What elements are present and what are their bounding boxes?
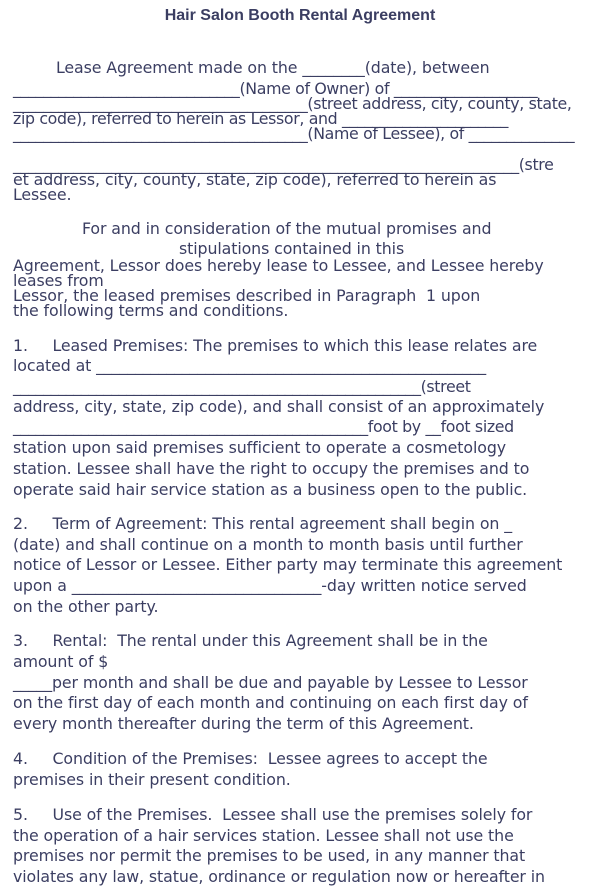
text-line: 5. Use of the Premises. Lessee shall use the premises solely for	[13, 805, 533, 824]
text-line: operate said hair service station as a business open to the public.	[13, 480, 528, 499]
text-line: zip code), referred to herein as Lessor, and ______________________	[13, 109, 509, 128]
text-line: station upon said premises sufficient to operate a cosmetology	[13, 438, 506, 457]
text-line: on the other party.	[13, 597, 159, 616]
text-line: et address, city, county, state, zip code), referred to herein as	[13, 170, 497, 189]
text-line: ______________________________________________________(street	[13, 377, 471, 396]
text-line: address, city, state, zip code), and shall consist of an approximately	[13, 397, 545, 416]
text-line: every month thereafter during the term of this Agreement.	[13, 714, 474, 733]
text-line: amount of $	[13, 652, 109, 671]
text-line: upon a ________________________________-day written notice served	[13, 576, 527, 595]
text-line: leases from	[13, 271, 104, 290]
text-line: violates any law, statue, ordinance or regulation now or hereafter in	[13, 867, 545, 886]
text-line: 1. Leased Premises: The premises to which this lease relates are	[13, 336, 538, 355]
text-line: the following terms and conditions.	[13, 301, 289, 320]
text-line: _____per month and shall be due and payable by Lessee to Lessor	[13, 673, 528, 692]
text-line: notice of Lessor or Lessee. Either party may terminate this agreement	[13, 555, 563, 574]
text-line: the operation of a hair services station. Lessee shall not use the	[13, 826, 514, 845]
text-line: station. Lessee shall have the right to occupy the premises and to	[13, 459, 530, 478]
text-line: premises nor permit the premises to be used, in any manner that	[13, 846, 526, 865]
text-line: 3. Rental: The rental under this Agreement shall be in the	[13, 631, 488, 650]
text-line: _______________________________________________foot by __foot sized	[13, 417, 514, 436]
text-line: Lease Agreement made on the ________(date), between	[56, 58, 490, 77]
text-line: _______________________________________(Name of Lessee), of ______________	[13, 124, 575, 143]
text-line: stipulations contained in this	[179, 239, 405, 258]
text-line: 2. Term of Agreement: This rental agreement shall begin on _	[13, 514, 513, 533]
document-title: Hair Salon Booth Rental Agreement	[164, 7, 436, 24]
text-line: 4. Condition of the Premises: Lessee agrees to accept the	[13, 749, 488, 768]
text-line: Lessee.	[13, 185, 72, 204]
text-line: ___________________________________________________________________(stre	[13, 155, 554, 174]
text-line: _______________________________________(street address, city, county, state,	[13, 94, 572, 113]
text-line: on the first day of each month and continuing on each first day of	[13, 693, 528, 712]
text-line: (date) and shall continue on a month to month basis until further	[13, 535, 523, 554]
text-line: Agreement, Lessor does hereby lease to Lessee, and Lessee hereby	[13, 256, 544, 275]
text-line: Lessor, the leased premises described in Paragraph 1 upon	[13, 286, 481, 305]
text-line: premises in their present condition.	[13, 770, 291, 789]
text-line: For and in consideration of the mutual promises and	[82, 219, 492, 238]
text-line: located at __________________________________________________	[13, 356, 487, 375]
text-line: ______________________________(Name of Owner) of ___________________	[13, 79, 538, 98]
